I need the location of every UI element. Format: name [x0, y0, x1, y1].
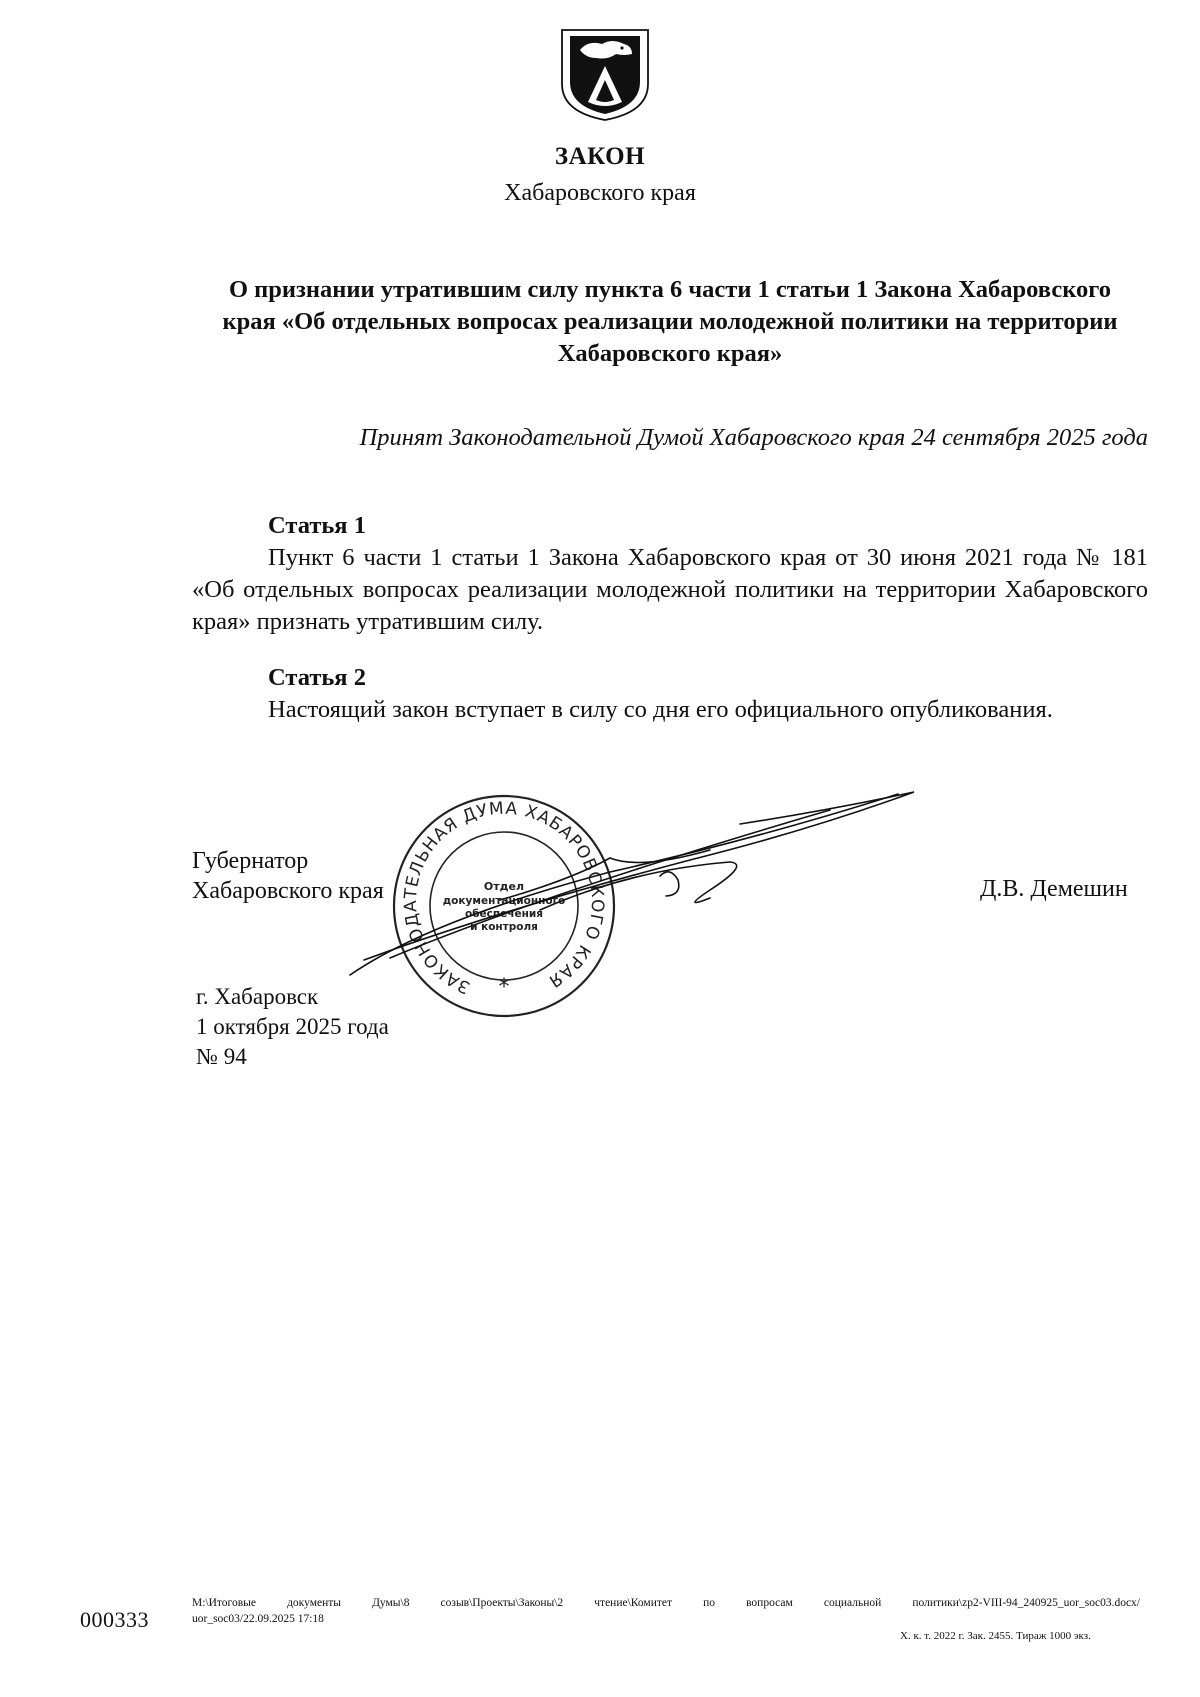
article-1 [192, 510, 1148, 638]
khabarovsk-coat-of-arms-icon [558, 26, 652, 122]
signatory-name: Д.В. Демешин [980, 876, 1128, 902]
date: 1 октября 2025 года [196, 1014, 389, 1039]
law-number: № 94 [196, 1044, 247, 1069]
law-title-line: края «Об отдельных вопросах реализации молодежной политики на территории [222, 308, 1118, 335]
law-title-line: О признании утратившим силу пункта 6 части 1 статьи 1 Закона Хабаровского [229, 276, 1111, 303]
signatory-position-line: Хабаровского края [192, 878, 384, 904]
file-path-line: uor_soc03/22.09.2025 17:18 [192, 1613, 324, 1625]
file-path-line: М:\Итоговые документы Думы\8 созыв\Проекты\Законы\2 чтение\Комитет по вопросам социальной политики\zp2-VIII-94_240925_uor_soc03.docx/ [192, 1597, 1140, 1609]
place: г. Хабаровск [196, 984, 319, 1009]
article-heading: Статья 2 [268, 664, 366, 691]
article-heading: Статья 1 [268, 512, 366, 539]
adoption-note: Принят Законодательной Думой Хабаровского края 24 сентября 2025 года [359, 424, 1148, 451]
print-info: Х. к. т. 2022 г. Зак. 2455. Тираж 1000 экз. [900, 1630, 1091, 1642]
stamp-and-signature [310, 780, 960, 1020]
article-text: Настоящий закон вступает в силу со дня его официального опубликования. [268, 696, 1053, 723]
stamp-center-text: Отдел [483, 880, 525, 893]
article-text: Пункт 6 части 1 статьи 1 Закона Хабаровского края от 30 июня 2021 года № 181 «Об отдельных вопросах реализации молодежной политики на территории Хабаровского края» признать утратившим силу. [192, 544, 1148, 635]
law-title-line: Хабаровского края» [557, 340, 783, 367]
law-title [190, 274, 1150, 370]
law-word: ЗАКОН [554, 143, 646, 170]
signatory-position-line: Губернатор [192, 848, 309, 874]
stamp-center-text: и контроля [470, 921, 538, 933]
article-2 [192, 662, 1148, 726]
stamp-ring-text: ЗАКОНОДАТЕЛЬНАЯ ДУМА ХАБАРОВСКОГО КРАЯ [400, 798, 608, 998]
document-number: 000333 [80, 1607, 149, 1632]
law-region: Хабаровского края [504, 180, 696, 206]
official-stamp [394, 796, 614, 1016]
stamp-star: * [498, 975, 510, 1000]
stamp-center-text: обеспечения [465, 908, 543, 920]
stamp-center-text: документационного [442, 895, 566, 907]
